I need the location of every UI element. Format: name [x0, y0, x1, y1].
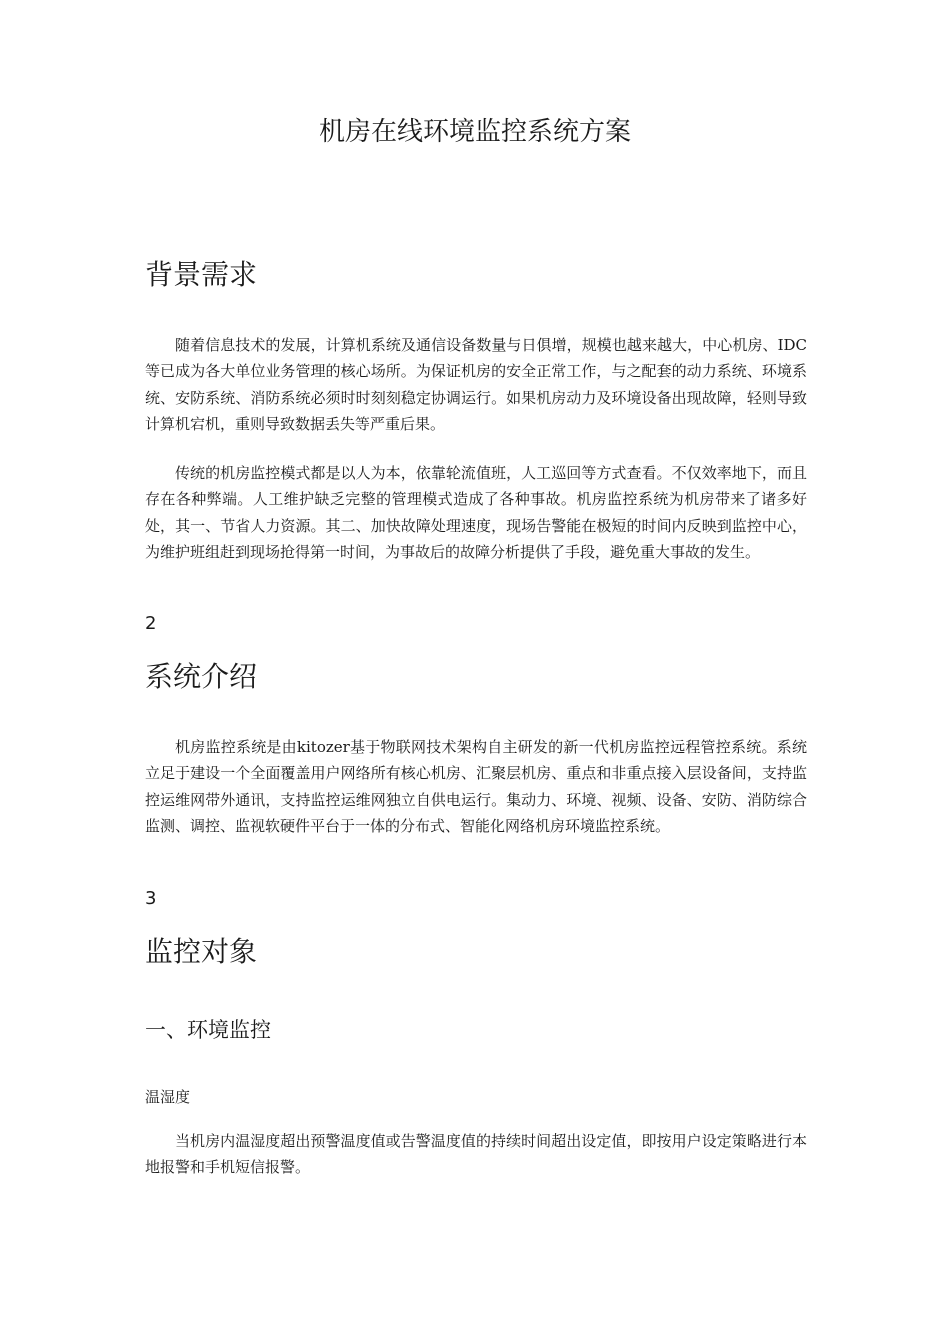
- section-number-3: 3: [145, 888, 157, 909]
- subsection-heading-environment: 一、环境监控: [145, 1018, 271, 1042]
- paragraph-background-1: 随着信息技术的发展，计算机系统及通信设备数量与日俱增，规模也越来越大，中心机房、IDC等已成为各大单位业务管理的核心场所。为保证机房的安全正常工作，与之配套的动力系统、环境系统、安防系统、消防系统必须时时刻刻稳定协调运行。如果机房动力及环境设备出现故障，轻则导致计算机宕机，重则导致数据丢失等严重后果。: [145, 336, 807, 434]
- paragraph-system-intro: 机房监控系统是由kitozer基于物联网技术架构自主研发的新一代机房监控远程管控系统。系统立足于建设一个全面覆盖用户网络所有核心机房、汇聚层机房、重点和非重点接入层设备间，支持监控运维网带外通讯，支持监控运维网独立自供电运行。集动力、环境、视频、设备、安防、消防综合监测、调控、监视软硬件平台于一体的分布式、智能化网络机房环境监控系统。: [145, 738, 807, 836]
- paragraph-temperature-humidity: 当机房内温湿度超出预警温度值或告警温度值的持续时间超出设定值，即按用户设定策略进行本地报警和手机短信报警。: [145, 1132, 807, 1177]
- section-heading-background: 背景需求: [145, 258, 258, 291]
- document-title: 机房在线环境监控系统方案: [318, 117, 631, 147]
- section-number-2: 2: [145, 613, 157, 634]
- section-heading-system-intro: 系统介绍: [145, 660, 258, 693]
- section-heading-monitoring-objects: 监控对象: [145, 935, 258, 968]
- item-heading-temperature-humidity: 温湿度: [145, 1088, 191, 1106]
- paragraph-background-2: 传统的机房监控模式都是以人为本，依靠轮流值班，人工巡回等方式查看。不仅效率地下，而且存在各种弊端。人工维护缺乏完整的管理模式造成了各种事故。机房监控系统为机房带来了诸多好处，其一、节省人力资源。其二、加快故障处理速度，现场告警能在极短的时间内反映到监控中心，为维护班组赶到现场抢得第一时间，为事故后的故障分析提供了手段，避免重大事故的发生。: [145, 464, 807, 562]
